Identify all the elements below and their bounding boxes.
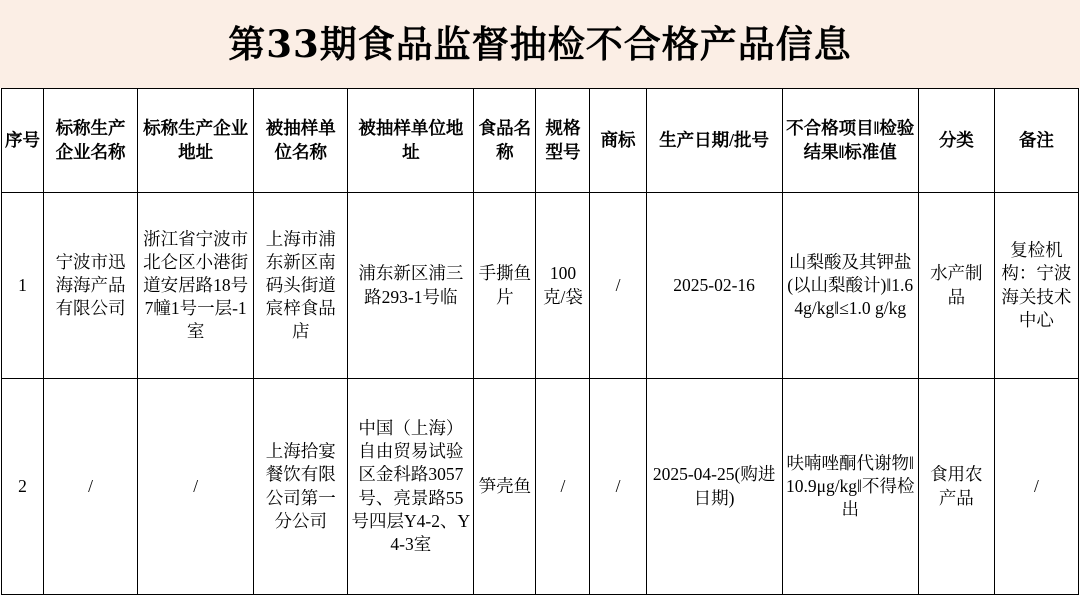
cell-remark: / (994, 379, 1078, 595)
cell-sampled-unit-name: 上海拾宴餐饮有限公司第一分公司 (254, 379, 348, 595)
column-header-category: 分类 (918, 89, 994, 193)
table-header-row (2, 89, 1079, 193)
cell-seq: 2 (2, 379, 44, 595)
cell-food-name: 笋壳鱼 (474, 379, 536, 595)
cell-failed-item: 山梨酸及其钾盐(以山梨酸计)‖1.64g/kg‖≤1.0 g/kg (782, 193, 918, 379)
column-header-failed-item: 不合格项目‖检验结果‖标准值 (782, 89, 918, 193)
cell-remark: 复检机构：宁波海关技术中心 (994, 193, 1078, 379)
table-row (2, 193, 1079, 379)
cell-brand: / (590, 379, 646, 595)
column-header-seq: 序号 (2, 89, 44, 193)
cell-spec-model: 100克/袋 (536, 193, 590, 379)
table-header (2, 89, 1079, 193)
cell-sampled-unit-address: 浦东新区浦三路293-1号临 (348, 193, 474, 379)
column-header-remark: 备注 (994, 89, 1078, 193)
column-header-production-date: 生产日期/批号 (646, 89, 782, 193)
cell-category: 水产制品 (918, 193, 994, 379)
cell-category: 食用农产品 (918, 379, 994, 595)
column-header-spec-model: 规格型号 (536, 89, 590, 193)
cell-production-date: 2025-04-25(购进日期) (646, 379, 782, 595)
document-title-bar (0, 0, 1080, 88)
cell-enterprise-address: 浙江省宁波市北仑区小港街道安居路18号7幢1号一层-1室 (138, 193, 254, 379)
column-header-food-name: 食品名称 (474, 89, 536, 193)
table-row (2, 379, 1079, 595)
cell-seq: 1 (2, 193, 44, 379)
inspection-results-table (1, 88, 1079, 595)
cell-enterprise-address: / (138, 379, 254, 595)
cell-spec-model: / (536, 379, 590, 595)
cell-brand: / (590, 193, 646, 379)
cell-sampled-unit-address: 中国（上海）自由贸易试验区金科路3057号、亮景路55号四层Y4-2、Y4-3室 (348, 379, 474, 595)
column-header-sampled-unit-address: 被抽样单位地址 (348, 89, 474, 193)
cell-food-name: 手撕鱼片 (474, 193, 536, 379)
column-header-sampled-unit-name: 被抽样单位名称 (254, 89, 348, 193)
cell-enterprise-name: / (44, 379, 138, 595)
cell-enterprise-name: 宁波市迅海海产品有限公司 (44, 193, 138, 379)
page-title: 第33期食品监督抽检不合格产品信息 (228, 21, 852, 66)
cell-sampled-unit-name: 上海市浦东新区南码头街道宸梓食品店 (254, 193, 348, 379)
cell-production-date: 2025-02-16 (646, 193, 782, 379)
column-header-enterprise-address: 标称生产企业地址 (138, 89, 254, 193)
column-header-brand: 商标 (590, 89, 646, 193)
table-body (2, 193, 1079, 595)
cell-failed-item: 呋喃唑酮代谢物‖10.9μg/kg‖不得检出 (782, 379, 918, 595)
column-header-enterprise-name: 标称生产企业名称 (44, 89, 138, 193)
